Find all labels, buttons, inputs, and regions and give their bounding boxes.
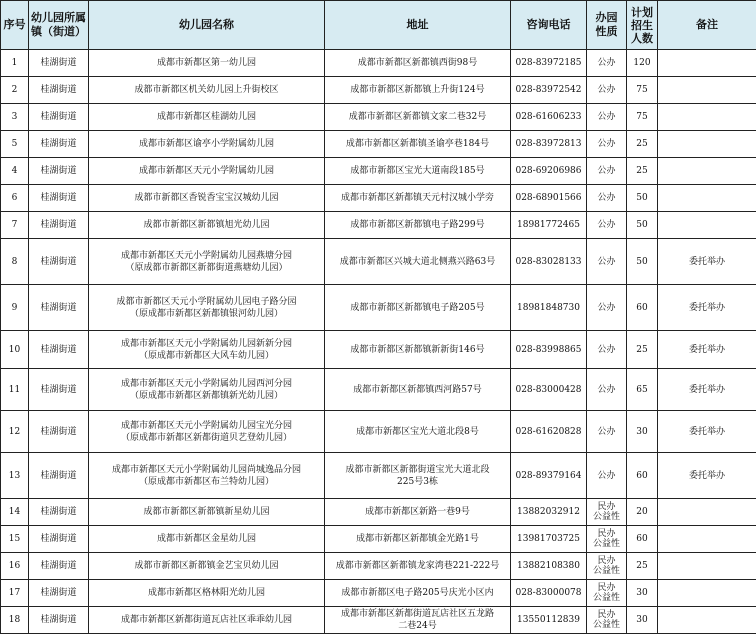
cell-nature: 民办 公益性 [587, 526, 627, 553]
cell-address: 成都市新都区新都镇圣谕亭巷184号 [325, 131, 511, 158]
cell-phone: 13550112839 [511, 607, 587, 634]
cell-no: 10 [1, 331, 29, 369]
cell-district: 桂湖街道 [29, 77, 89, 104]
cell-quota: 60 [627, 453, 658, 499]
cell-name: 成都市新都区桂湖幼儿园 [89, 104, 325, 131]
cell-remark [658, 131, 756, 158]
cell-quota: 30 [627, 607, 658, 634]
cell-address: 成都市新都区新都街道瓦店社区五龙路 二巷24号 [325, 607, 511, 634]
cell-no: 6 [1, 185, 29, 212]
cell-remark: 委托举办 [658, 369, 756, 411]
cell-address: 成都市新都区新都街道宝光大道北段 225号3栋 [325, 453, 511, 499]
cell-quota: 30 [627, 411, 658, 453]
cell-remark: 委托举办 [658, 453, 756, 499]
cell-remark [658, 580, 756, 607]
col-header-district: 幼儿园所属 镇（街道） [29, 1, 89, 50]
cell-district: 桂湖街道 [29, 411, 89, 453]
cell-district: 桂湖街道 [29, 369, 89, 411]
cell-district: 桂湖街道 [29, 212, 89, 239]
cell-no: 4 [1, 158, 29, 185]
table-row [1, 411, 756, 453]
cell-nature: 公办 [587, 239, 627, 285]
cell-address: 成都市新都区新都镇电子路299号 [325, 212, 511, 239]
cell-name: 成都市新都区第一幼儿园 [89, 50, 325, 77]
cell-name: 成都市新都区天元小学附属幼儿园电子路分园 （原成都市新都区新都镇银河幼儿园） [89, 285, 325, 331]
cell-nature: 公办 [587, 212, 627, 239]
table-row [1, 158, 756, 185]
cell-phone: 18981848730 [511, 285, 587, 331]
cell-address: 成都市新都区新都镇新新街146号 [325, 331, 511, 369]
cell-nature: 民办 公益性 [587, 553, 627, 580]
cell-nature: 公办 [587, 185, 627, 212]
cell-district: 桂湖街道 [29, 331, 89, 369]
cell-no: 15 [1, 526, 29, 553]
cell-district: 桂湖街道 [29, 453, 89, 499]
cell-remark [658, 50, 756, 77]
cell-name: 成都市新都区新都镇新星幼儿园 [89, 499, 325, 526]
cell-quota: 60 [627, 285, 658, 331]
cell-no: 9 [1, 285, 29, 331]
cell-nature: 公办 [587, 285, 627, 331]
cell-phone: 028-83998865 [511, 331, 587, 369]
cell-district: 桂湖街道 [29, 526, 89, 553]
cell-remark: 委托举办 [658, 285, 756, 331]
cell-address: 成都市新都区新都镇电子路205号 [325, 285, 511, 331]
cell-no: 16 [1, 553, 29, 580]
cell-address: 成都市新都区新都镇西街98号 [325, 50, 511, 77]
cell-remark: 委托举办 [658, 331, 756, 369]
cell-no: 17 [1, 580, 29, 607]
cell-nature: 公办 [587, 77, 627, 104]
cell-address: 成都市新都区新都镇西河路57号 [325, 369, 511, 411]
cell-address: 成都市新都区新都镇天元村汉城小学旁 [325, 185, 511, 212]
cell-nature: 公办 [587, 50, 627, 77]
cell-phone: 13882032912 [511, 499, 587, 526]
cell-district: 桂湖街道 [29, 553, 89, 580]
cell-district: 桂湖街道 [29, 499, 89, 526]
cell-district: 桂湖街道 [29, 285, 89, 331]
cell-phone: 028-83972813 [511, 131, 587, 158]
col-header-name: 幼儿园名称 [89, 1, 325, 50]
cell-phone: 028-83000428 [511, 369, 587, 411]
cell-name: 成都市新都区谕亭小学附属幼儿园 [89, 131, 325, 158]
table-row [1, 50, 756, 77]
cell-name: 成都市新都区新都镇金艺宝贝幼儿园 [89, 553, 325, 580]
cell-quota: 120 [627, 50, 658, 77]
cell-quota: 25 [627, 158, 658, 185]
table-row [1, 331, 756, 369]
col-header-phone: 咨询电话 [511, 1, 587, 50]
cell-phone: 028-61606233 [511, 104, 587, 131]
cell-no: 5 [1, 131, 29, 158]
cell-nature: 公办 [587, 453, 627, 499]
cell-remark [658, 158, 756, 185]
cell-quota: 25 [627, 331, 658, 369]
cell-remark [658, 607, 756, 634]
col-header-address: 地址 [325, 1, 511, 50]
cell-nature: 公办 [587, 158, 627, 185]
cell-district: 桂湖街道 [29, 185, 89, 212]
cell-address: 成都市新都区宝光大道北段8号 [325, 411, 511, 453]
table-row [1, 607, 756, 634]
cell-remark [658, 104, 756, 131]
cell-district: 桂湖街道 [29, 580, 89, 607]
col-header-nature: 办园 性质 [587, 1, 627, 50]
cell-phone: 13882108380 [511, 553, 587, 580]
cell-remark [658, 185, 756, 212]
cell-no: 14 [1, 499, 29, 526]
col-header-quota: 计划 招生 人数 [627, 1, 658, 50]
cell-no: 12 [1, 411, 29, 453]
table-row [1, 499, 756, 526]
cell-nature: 民办 公益性 [587, 607, 627, 634]
cell-address: 成都市新都区宝光大道南段185号 [325, 158, 511, 185]
cell-district: 桂湖街道 [29, 50, 89, 77]
cell-phone: 028-61620828 [511, 411, 587, 453]
cell-nature: 民办 公益性 [587, 499, 627, 526]
cell-name: 成都市新都区天元小学附属幼儿园 [89, 158, 325, 185]
table-row [1, 239, 756, 285]
table-row [1, 131, 756, 158]
cell-quota: 25 [627, 553, 658, 580]
cell-nature: 公办 [587, 411, 627, 453]
cell-no: 1 [1, 50, 29, 77]
header-row [1, 1, 756, 50]
cell-remark [658, 499, 756, 526]
cell-phone: 18981772465 [511, 212, 587, 239]
cell-quota: 50 [627, 239, 658, 285]
cell-phone: 13981703725 [511, 526, 587, 553]
cell-name: 成都市新都区天元小学附属幼儿园西河分园 （原成都市新都区新都镇新光幼儿园） [89, 369, 325, 411]
cell-name: 成都市新都区天元小学附属幼儿园尚城逸品分园 （原成都市新都区布兰特幼儿园） [89, 453, 325, 499]
cell-no: 13 [1, 453, 29, 499]
cell-no: 18 [1, 607, 29, 634]
table-row [1, 526, 756, 553]
cell-phone: 028-83000078 [511, 580, 587, 607]
table-row [1, 285, 756, 331]
cell-phone: 028-69206986 [511, 158, 587, 185]
cell-nature: 公办 [587, 104, 627, 131]
cell-no: 8 [1, 239, 29, 285]
table-row [1, 212, 756, 239]
cell-quota: 60 [627, 526, 658, 553]
table-row [1, 453, 756, 499]
cell-name: 成都市新都区格林阳光幼儿园 [89, 580, 325, 607]
cell-name: 成都市新都区香锐香宝宝汉城幼儿园 [89, 185, 325, 212]
cell-name: 成都市新都区天元小学附属幼儿园燕塘分园 （原成都市新都区新都街道燕塘幼儿园） [89, 239, 325, 285]
cell-quota: 20 [627, 499, 658, 526]
col-header-no: 序号 [1, 1, 29, 50]
cell-district: 桂湖街道 [29, 607, 89, 634]
cell-district: 桂湖街道 [29, 104, 89, 131]
cell-quota: 50 [627, 212, 658, 239]
cell-district: 桂湖街道 [29, 239, 89, 285]
cell-no: 3 [1, 104, 29, 131]
cell-name: 成都市新都区新都街道瓦店社区乖乖幼儿园 [89, 607, 325, 634]
cell-quota: 50 [627, 185, 658, 212]
cell-district: 桂湖街道 [29, 131, 89, 158]
table-row [1, 185, 756, 212]
cell-address: 成都市新都区新都镇龙家湾巷221-222号 [325, 553, 511, 580]
cell-address: 成都市新都区电子路205号庆光小区内 [325, 580, 511, 607]
cell-phone: 028-83972542 [511, 77, 587, 104]
cell-no: 2 [1, 77, 29, 104]
cell-name: 成都市新都区天元小学附属幼儿园新新分园 （原成都市新都区大风车幼儿园） [89, 331, 325, 369]
table-row [1, 104, 756, 131]
cell-quota: 75 [627, 77, 658, 104]
cell-address: 成都市新都区新都镇上升街124号 [325, 77, 511, 104]
cell-name: 成都市新都区新都镇旭光幼儿园 [89, 212, 325, 239]
cell-address: 成都市新都区新都镇文家二巷32号 [325, 104, 511, 131]
table-row [1, 77, 756, 104]
cell-phone: 028-68901566 [511, 185, 587, 212]
table-row [1, 553, 756, 580]
cell-address: 成都市新都区新路一巷9号 [325, 499, 511, 526]
cell-phone: 028-83972185 [511, 50, 587, 77]
cell-nature: 公办 [587, 131, 627, 158]
cell-name: 成都市新都区金星幼儿园 [89, 526, 325, 553]
cell-phone: 028-89379164 [511, 453, 587, 499]
cell-remark: 委托举办 [658, 411, 756, 453]
col-header-remark: 备注 [658, 1, 756, 50]
cell-district: 桂湖街道 [29, 158, 89, 185]
table-row [1, 580, 756, 607]
cell-nature: 公办 [587, 331, 627, 369]
cell-no: 11 [1, 369, 29, 411]
table-row [1, 369, 756, 411]
cell-quota: 65 [627, 369, 658, 411]
cell-name: 成都市新都区机关幼儿园上升街校区 [89, 77, 325, 104]
cell-remark [658, 212, 756, 239]
cell-remark: 委托举办 [658, 239, 756, 285]
cell-remark [658, 553, 756, 580]
cell-nature: 民办 公益性 [587, 580, 627, 607]
cell-quota: 30 [627, 580, 658, 607]
cell-nature: 公办 [587, 369, 627, 411]
cell-quota: 75 [627, 104, 658, 131]
cell-name: 成都市新都区天元小学附属幼儿园宝光分园 （原成都市新都区新都街道贝艺登幼儿园） [89, 411, 325, 453]
cell-address: 成都市新都区兴城大道北侧燕兴路63号 [325, 239, 511, 285]
cell-remark [658, 77, 756, 104]
cell-quota: 25 [627, 131, 658, 158]
cell-phone: 028-83028133 [511, 239, 587, 285]
cell-remark [658, 526, 756, 553]
cell-no: 7 [1, 212, 29, 239]
cell-address: 成都市新都区新都镇金光路1号 [325, 526, 511, 553]
